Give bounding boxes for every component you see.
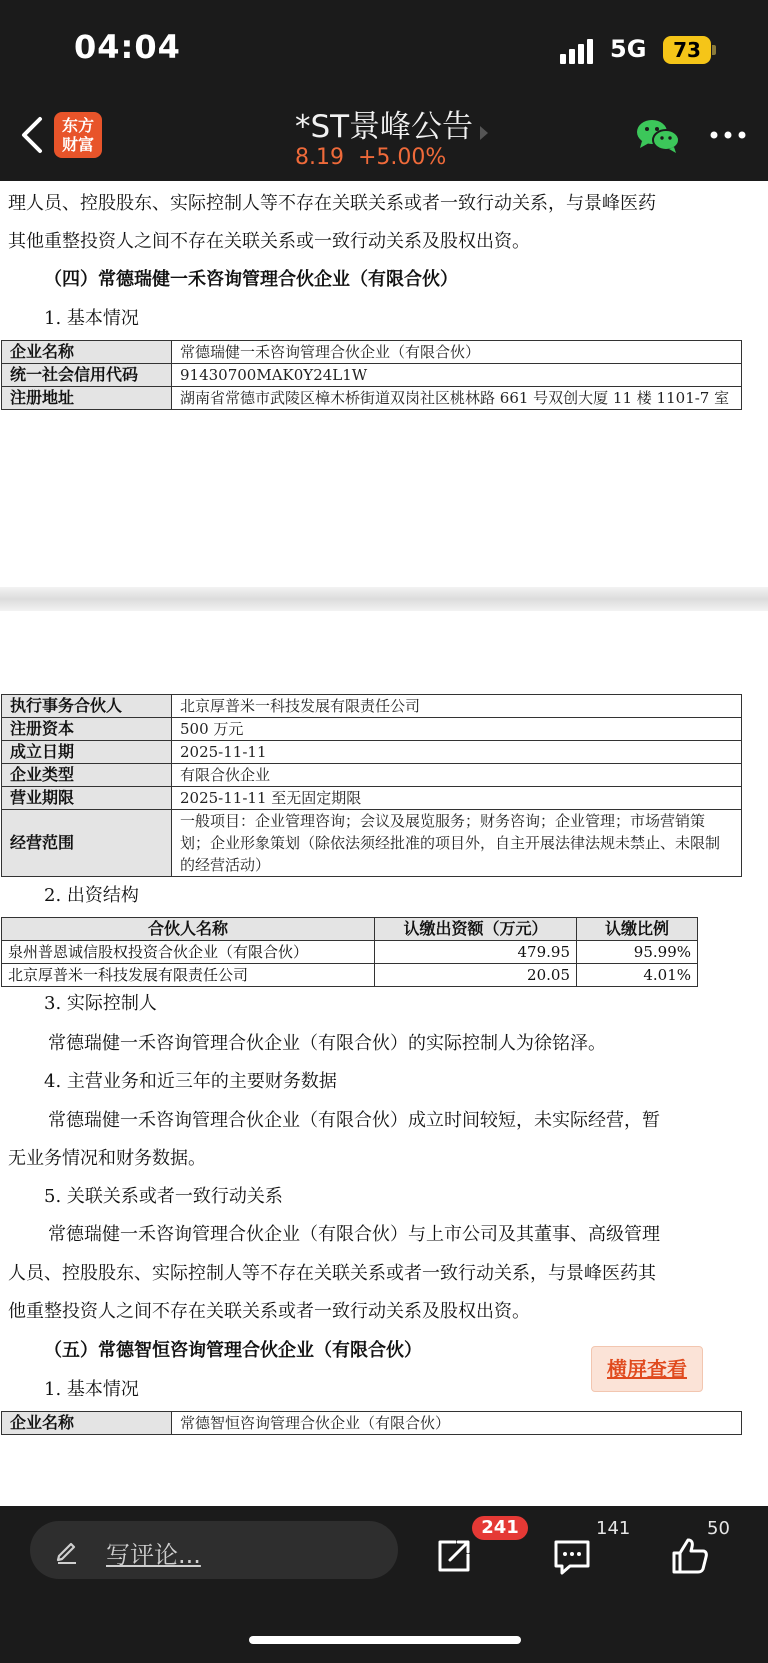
- table-row: [2, 810, 742, 877]
- document-page-1: [0, 181, 768, 587]
- table-header-row: [2, 918, 698, 941]
- paragraph-line: 人员、控股股东、实际控制人等不存在关联关系或者一致行动关系，与景峰医药其: [8, 1263, 656, 1284]
- table-row: [2, 387, 742, 410]
- subsection-title: 1. 基本情况: [44, 1379, 139, 1400]
- paragraph-line: 常德瑞健一禾咨询管理合伙企业（有限合伙）成立时间较短，未实际经营，暂: [48, 1110, 660, 1131]
- table-value: 湖南省常德市武陵区樟木桥街道双岗社区桃林路 661 号双创大厦 11 楼 1101-7 室: [172, 387, 742, 410]
- table-key: 成立日期: [2, 741, 172, 764]
- battery-icon: 73: [663, 36, 711, 64]
- table-row: [2, 964, 698, 987]
- subsection-title: 3. 实际控制人: [44, 993, 157, 1014]
- table-row: [2, 941, 698, 964]
- table-cell: 泉州普恩诚信股权投资合伙企业（有限合伙）: [2, 941, 375, 964]
- table-value: 2025-11-11: [172, 741, 742, 764]
- home-indicator[interactable]: [249, 1636, 521, 1644]
- paragraph-line: 常德瑞健一禾咨询管理合伙企业（有限合伙）的实际控制人为徐铭泽。: [48, 1033, 606, 1054]
- subsection-title: 4. 主营业务和近三年的主要财务数据: [44, 1071, 337, 1092]
- table-row: [2, 364, 742, 387]
- share-count-badge: 241: [472, 1516, 528, 1540]
- page-title: *ST景峰公告: [294, 109, 474, 145]
- table-cell: 北京厚普米一科技发展有限责任公司: [2, 964, 375, 987]
- table-row: [2, 695, 742, 718]
- table-cell: 95.99%: [577, 941, 698, 964]
- table-value: 91430700MAK0Y24L1W: [172, 364, 742, 387]
- table-cell: 479.95: [375, 941, 577, 964]
- partner-info-table: [1, 694, 742, 877]
- paragraph-line: 他重整投资人之间不存在关联关系或者一致行动关系及股权出资。: [8, 1301, 530, 1322]
- table-value: 500 万元: [172, 718, 742, 741]
- paragraph-line: 理人员、控股股东、实际控制人等不存在关联关系或者一致行动关系，与景峰医药: [8, 193, 656, 214]
- logo-line-2: 财富: [61, 135, 94, 154]
- table-key: 企业类型: [2, 764, 172, 787]
- paragraph-line: 其他重整投资人之间不存在关联关系或一致行动关系及股权出资。: [8, 231, 530, 252]
- document-page-2: [0, 611, 768, 1506]
- status-time: 04:04: [74, 28, 181, 66]
- table-value: 常德瑞健一禾咨询管理合伙企业（有限合伙）: [172, 341, 742, 364]
- status-bar: [0, 0, 768, 95]
- message-icon[interactable]: [552, 1536, 592, 1576]
- table-key: 注册资本: [2, 718, 172, 741]
- network-label: 5G: [610, 35, 647, 63]
- bottom-bar: [0, 1506, 768, 1663]
- basic-info-table-partial: [1, 1411, 742, 1435]
- subsection-title: 5. 关联关系或者一致行动关系: [44, 1186, 283, 1207]
- subsection-title: 1. 基本情况: [44, 308, 139, 329]
- table-key: 企业名称: [2, 341, 172, 364]
- table-cell: 20.05: [375, 964, 577, 987]
- table-value: 常德智恒咨询管理合伙企业（有限合伙）: [172, 1412, 742, 1435]
- signal-icon: [560, 38, 600, 64]
- table-header: 合伙人名称: [2, 918, 375, 941]
- like-icon[interactable]: [670, 1536, 710, 1576]
- message-count: 141: [596, 1518, 631, 1539]
- share-icon[interactable]: [434, 1536, 474, 1576]
- comment-input[interactable]: [30, 1521, 398, 1579]
- table-key: 企业名称: [2, 1412, 172, 1435]
- table-value: 北京厚普米一科技发展有限责任公司: [172, 695, 742, 718]
- section-heading: （四）常德瑞健一禾咨询管理合伙企业（有限合伙）: [44, 269, 458, 290]
- like-count: 50: [707, 1518, 730, 1539]
- table-row: [2, 341, 742, 364]
- table-row: [2, 718, 742, 741]
- table-value: 一般项目：企业管理咨询；会议及展览服务；财务咨询；企业管理；市场营销策划；企业形象策划（除依法须经批准的项目外，自主开展法律法规未禁止、未限制的经营活动）: [172, 810, 742, 877]
- table-row: [2, 764, 742, 787]
- logo-line-1: 东方: [61, 116, 94, 135]
- table-value: 2025-11-11 至无固定期限: [172, 787, 742, 810]
- table-row: [2, 787, 742, 810]
- comment-placeholder: 写评论...: [106, 1541, 201, 1569]
- more-icon[interactable]: [708, 125, 748, 145]
- table-cell: 4.01%: [577, 964, 698, 987]
- table-key: 经营范围: [2, 810, 172, 877]
- table-row: [2, 1412, 742, 1435]
- stock-price: 8.19: [295, 145, 344, 170]
- table-header: 认缴比例: [577, 918, 698, 941]
- battery-tip: [712, 45, 716, 55]
- play-icon: [480, 126, 488, 140]
- nav-bar: [0, 95, 768, 181]
- pencil-icon: [54, 1538, 80, 1564]
- wechat-icon[interactable]: [636, 117, 680, 155]
- table-key: 营业期限: [2, 787, 172, 810]
- page-separator: [0, 587, 768, 611]
- table-header: 认缴出资额（万元）: [375, 918, 577, 941]
- subsection-title: 2. 出资结构: [44, 885, 139, 906]
- landscape-view-button[interactable]: 横屏查看: [591, 1346, 703, 1392]
- table-row: [2, 741, 742, 764]
- table-key: 统一社会信用代码: [2, 364, 172, 387]
- table-key: 执行事务合伙人: [2, 695, 172, 718]
- basic-info-table: [1, 340, 742, 410]
- table-key: 注册地址: [2, 387, 172, 410]
- capital-structure-table: [1, 917, 698, 987]
- paragraph-line: 无业务情况和财务数据。: [8, 1148, 206, 1169]
- stock-change: +5.00%: [358, 145, 447, 170]
- paragraph-line: 常德瑞健一禾咨询管理合伙企业（有限合伙）与上市公司及其董事、高级管理: [48, 1224, 660, 1245]
- table-value: 有限合伙企业: [172, 764, 742, 787]
- section-heading: （五）常德智恒咨询管理合伙企业（有限合伙）: [44, 1340, 422, 1361]
